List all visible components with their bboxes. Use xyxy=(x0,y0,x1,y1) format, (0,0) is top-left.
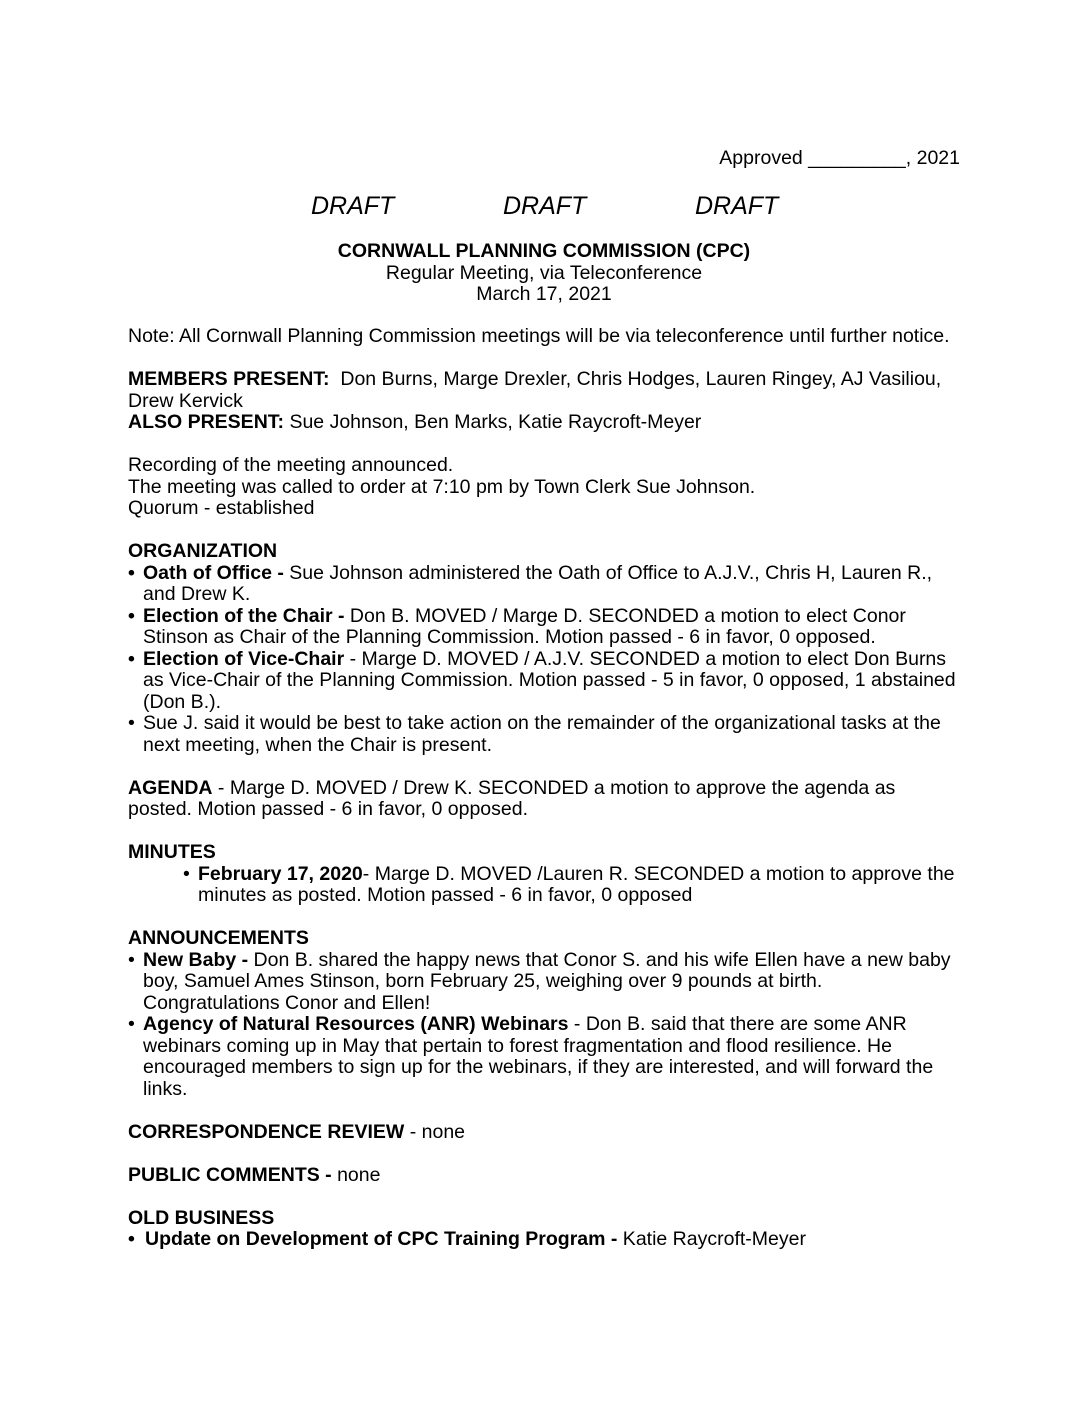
also-present-text: Sue Johnson, Ben Marks, Katie Raycroft-Meyer xyxy=(284,411,702,433)
public-comments: PUBLIC COMMENTS - none xyxy=(128,1163,381,1186)
meeting-type: Regular Meeting, via Teleconference xyxy=(385,261,703,284)
bullet: • xyxy=(183,862,190,885)
document-title: CORNWALL PLANNING COMMISSION (CPC) xyxy=(337,240,751,262)
also-present-label: ALSO PRESENT: xyxy=(128,411,285,433)
call-to-order: The meeting was called to order at 7:10 pm by Town Clerk Sue Johnson. xyxy=(128,475,756,498)
note: Note: All Cornwall Planning Commission meetings will be via teleconference until further notice. xyxy=(128,325,950,347)
organization-heading: ORGANIZATION xyxy=(128,540,278,562)
recording-announced: Recording of the meeting announced. xyxy=(128,454,454,476)
bullet: • xyxy=(128,1228,135,1250)
organization-item-remainder: • Sue J. said it would be best to take action on the remainder of the organizational tasks at the next meeting, when the Chair is present. xyxy=(128,712,941,756)
quorum: Quorum - established xyxy=(128,497,315,519)
draft-mark-3: DRAFT xyxy=(695,192,779,220)
bullet: • xyxy=(128,561,135,584)
bullet: • xyxy=(128,647,135,670)
announcement-new-baby: • New Baby - Don B. shared the happy news that Conor S. and his wife Ellen have a new baby boy, Samuel Ames Stinson, born February 25, weighing over 9 pounds at birth. Congratulations Conor and Ellen! xyxy=(128,948,951,1014)
document-header xyxy=(0,241,1088,306)
draft-mark-2: DRAFT xyxy=(503,192,587,220)
members-present xyxy=(128,369,968,391)
bullet: • xyxy=(128,604,135,627)
meeting-date: March 17, 2021 xyxy=(476,283,612,305)
members-present-text: Don Burns, Marge Drexler, Chris Hodges, Lauren Ringey, AJ Vasiliou, xyxy=(329,368,942,390)
bullet: • xyxy=(128,948,135,971)
correspondence-review: CORRESPONDENCE REVIEW - none xyxy=(128,1120,466,1143)
agenda-cont: posted. Motion passed - 6 in favor, 0 opposed. xyxy=(128,798,529,820)
agenda: AGENDA - Marge D. MOVED / Drew K. SECONDED a motion to approve the agenda as xyxy=(128,776,896,799)
organization-item-oath: • Oath of Office - Sue Johnson administered the Oath of Office to A.J.V., Chris H, Lauren R., and Drew K. xyxy=(128,561,933,605)
bullet: • xyxy=(128,712,135,734)
minutes-heading: MINUTES xyxy=(128,841,216,863)
approved-line: Approved _________, 2021 xyxy=(719,147,960,169)
minutes-item-feb-17: • February 17, 2020- Marge D. MOVED /Lauren R. SECONDED a motion to approve the minutes as posted. Motion passed - 6 in favor, 0 opposed xyxy=(183,862,955,906)
members-present-cont: Drew Kervick xyxy=(128,389,243,412)
old-business-item-training: • Update on Development of CPC Training Program - Katie Raycroft-Meyer xyxy=(128,1228,806,1250)
draft-mark-1: DRAFT xyxy=(311,192,395,220)
organization-item-vice-chair: • Election of Vice-Chair - Marge D. MOVED / A.J.V. SECONDED a motion to elect Don Burns as Vice-Chair of the Planning Commission. Motion passed - 5 in favor, 0 opposed, 1 abstained (Don B.). xyxy=(128,647,956,713)
agenda-label: AGENDA xyxy=(128,776,213,799)
organization-item-chair: • Election of the Chair - Don B. MOVED / Marge D. SECONDED a motion to elect Conor Stinson as Chair of the Planning Commission. Motion passed - 6 in favor, 0 opposed. xyxy=(128,604,906,648)
announcements-heading: ANNOUNCEMENTS xyxy=(128,927,309,949)
minutes-body xyxy=(128,326,968,1251)
also-present xyxy=(128,412,968,434)
bullet: • xyxy=(128,1013,135,1035)
announcement-anr-webinars: • Agency of Natural Resources (ANR) Webinars - Don B. said that there are some ANR webinars coming up in May that pertain to forest fragmentation and flood resilience. He encouraged members to sign up for the webinars, if they are interested, and will forward the links. xyxy=(128,1013,934,1100)
old-business-heading: OLD BUSINESS xyxy=(128,1206,275,1229)
members-present-label: MEMBERS PRESENT: xyxy=(128,368,330,390)
